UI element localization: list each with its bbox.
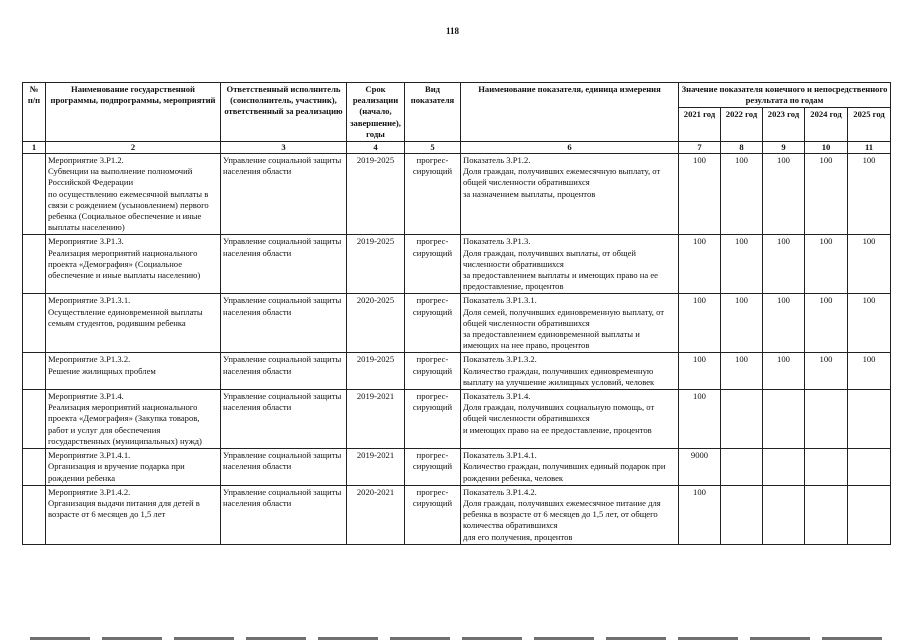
term-cell: 2020-2021 bbox=[347, 485, 405, 544]
column-number: 3 bbox=[221, 142, 347, 154]
column-number: 6 bbox=[461, 142, 679, 154]
value-cell: 100 bbox=[805, 154, 848, 235]
value-cell bbox=[763, 390, 805, 449]
num-cell bbox=[23, 235, 46, 294]
table-row bbox=[23, 353, 891, 390]
num-cell bbox=[23, 294, 46, 353]
value-cell bbox=[721, 485, 763, 544]
value-cell: 100 bbox=[848, 353, 891, 390]
table-row bbox=[23, 294, 891, 353]
page-number: 118 bbox=[445, 26, 459, 36]
value-cell bbox=[805, 485, 848, 544]
value-cell: 100 bbox=[805, 294, 848, 353]
header-num: № п/п bbox=[23, 83, 46, 142]
table-row bbox=[23, 449, 891, 486]
program-cell: Мероприятие 3.P1.4.1. Организация и вручение подарка при рождении ребенка bbox=[46, 449, 221, 486]
table-body bbox=[23, 154, 891, 545]
header-program: Наименование государственной программы, подпрограммы, мероприятий bbox=[46, 83, 221, 142]
column-number-row bbox=[23, 142, 891, 154]
header-year: 2022 год bbox=[721, 108, 763, 142]
column-number: 11 bbox=[848, 142, 891, 154]
header-year: 2024 год bbox=[805, 108, 848, 142]
value-cell: 100 bbox=[763, 154, 805, 235]
value-cell: 100 bbox=[721, 235, 763, 294]
value-cell bbox=[721, 390, 763, 449]
header-indicator: Наименование показателя, единица измерения bbox=[461, 83, 679, 142]
header-responsible: Ответственный исполнитель (соисполнитель, участник), ответственный за реализацию bbox=[221, 83, 347, 142]
value-cell: 100 bbox=[763, 294, 805, 353]
indicator-cell: Показатель 3.P1.3.2. Количество граждан, получивших единовременную выплату на улучшение жилищных условий, человек bbox=[461, 353, 679, 390]
value-cell: 100 bbox=[679, 485, 721, 544]
column-number: 10 bbox=[805, 142, 848, 154]
header-values-group: Значение показателя конечного и непосредственного результата по годам bbox=[679, 83, 891, 108]
program-cell: Мероприятие 3.P1.3.1. Осуществление единовременной выплаты семьям студентов, родившим ребенка bbox=[46, 294, 221, 353]
value-cell: 100 bbox=[805, 353, 848, 390]
responsible-cell: Управление социальной защиты населения области bbox=[221, 353, 347, 390]
program-cell: Мероприятие 3.P1.3. Реализация мероприятий национального проекта «Демография» (Социальное обеспечение и иные выплаты населению) bbox=[46, 235, 221, 294]
kind-cell: прогрес-сирующий bbox=[405, 235, 461, 294]
value-cell: 100 bbox=[805, 235, 848, 294]
value-cell: 100 bbox=[679, 294, 721, 353]
num-cell bbox=[23, 485, 46, 544]
term-cell: 2019-2025 bbox=[347, 154, 405, 235]
value-cell bbox=[848, 390, 891, 449]
indicator-cell: Показатель 3.P1.3.1. Доля семей, получивших единовременную выплату, от общей численности обратившихся за предоставлением единовременной выплаты и имеющих на нее право, процентов bbox=[461, 294, 679, 353]
value-cell: 9000 bbox=[679, 449, 721, 486]
value-cell: 100 bbox=[679, 390, 721, 449]
column-number: 7 bbox=[679, 142, 721, 154]
num-cell bbox=[23, 449, 46, 486]
column-number: 4 bbox=[347, 142, 405, 154]
value-cell: 100 bbox=[848, 235, 891, 294]
responsible-cell: Управление социальной защиты населения области bbox=[221, 235, 347, 294]
value-cell: 100 bbox=[848, 154, 891, 235]
header-year: 2025 год bbox=[848, 108, 891, 142]
value-cell: 100 bbox=[721, 353, 763, 390]
column-number: 5 bbox=[405, 142, 461, 154]
value-cell: 100 bbox=[721, 294, 763, 353]
term-cell: 2019-2025 bbox=[347, 353, 405, 390]
num-cell bbox=[23, 390, 46, 449]
indicator-cell: Показатель 3.P1.4.2. Доля граждан, получивших ежемесячное питание для ребенка в возрасте от 6 месяцев до 1,5 лет, от общего количества обратившихся для его получения, процентов bbox=[461, 485, 679, 544]
term-cell: 2019-2025 bbox=[347, 235, 405, 294]
value-cell bbox=[805, 390, 848, 449]
value-cell bbox=[848, 485, 891, 544]
table-row bbox=[23, 390, 891, 449]
program-cell: Мероприятие 3.P1.4.2. Организация выдачи питания для детей в возрасте от 6 месяцев до 1,5 лет bbox=[46, 485, 221, 544]
kind-cell: прогрес-сирующий bbox=[405, 353, 461, 390]
header-year: 2021 год bbox=[679, 108, 721, 142]
kind-cell: прогрес-сирующий bbox=[405, 390, 461, 449]
value-cell: 100 bbox=[721, 154, 763, 235]
num-cell bbox=[23, 353, 46, 390]
program-cell: Мероприятие 3.P1.4. Реализация мероприятий национального проекта «Демография» (Закупка товаров, работ и услуг для обеспечения государственных (муниципальных) нужд) bbox=[46, 390, 221, 449]
value-cell bbox=[848, 449, 891, 486]
indicator-cell: Показатель 3.P1.3. Доля граждан, получивших выплаты, от общей численности обратившихся за предоставлением выплаты и имеющих право на ее предоставление, процентов bbox=[461, 235, 679, 294]
kind-cell: прогрес-сирующий bbox=[405, 485, 461, 544]
value-cell bbox=[721, 449, 763, 486]
column-number: 9 bbox=[763, 142, 805, 154]
value-cell: 100 bbox=[763, 235, 805, 294]
responsible-cell: Управление социальной защиты населения области bbox=[221, 449, 347, 486]
indicator-cell: Показатель 3.P1.4. Доля граждан, получивших социальную помощь, от общей численности обратившихся и имеющих право на ее предоставление, процентов bbox=[461, 390, 679, 449]
term-cell: 2019-2021 bbox=[347, 449, 405, 486]
indicator-cell: Показатель 3.P1.4.1. Количество граждан, получивших единый подарок при рождении ребенка, человек bbox=[461, 449, 679, 486]
responsible-cell: Управление социальной защиты населения области bbox=[221, 485, 347, 544]
value-cell: 100 bbox=[848, 294, 891, 353]
indicator-table bbox=[22, 82, 891, 545]
header-kind: Вид показателя bbox=[405, 83, 461, 142]
value-cell bbox=[763, 449, 805, 486]
header-term: Срок реализации (начало, завершение), годы bbox=[347, 83, 405, 142]
table-row bbox=[23, 154, 891, 235]
responsible-cell: Управление социальной защиты населения области bbox=[221, 154, 347, 235]
column-number: 1 bbox=[23, 142, 46, 154]
header-year: 2023 год bbox=[763, 108, 805, 142]
term-cell: 2019-2021 bbox=[347, 390, 405, 449]
responsible-cell: Управление социальной защиты населения области bbox=[221, 390, 347, 449]
value-cell: 100 bbox=[763, 353, 805, 390]
column-number: 8 bbox=[721, 142, 763, 154]
indicator-cell: Показатель 3.P1.2. Доля граждан, получивших ежемесячную выплату, от общей численности обратившихся за назначением выплаты, процентов bbox=[461, 154, 679, 235]
kind-cell: прогрес-сирующий bbox=[405, 449, 461, 486]
value-cell bbox=[805, 449, 848, 486]
kind-cell: прогрес-сирующий bbox=[405, 294, 461, 353]
column-number: 2 bbox=[46, 142, 221, 154]
table-row bbox=[23, 485, 891, 544]
value-cell: 100 bbox=[679, 353, 721, 390]
term-cell: 2020-2025 bbox=[347, 294, 405, 353]
table-row bbox=[23, 235, 891, 294]
value-cell: 100 bbox=[679, 154, 721, 235]
header-row bbox=[23, 83, 891, 108]
value-cell: 100 bbox=[679, 235, 721, 294]
value-cell bbox=[763, 485, 805, 544]
program-cell: Мероприятие 3.P1.3.2. Решение жилищных проблем bbox=[46, 353, 221, 390]
kind-cell: прогрес-сирующий bbox=[405, 154, 461, 235]
num-cell bbox=[23, 154, 46, 235]
responsible-cell: Управление социальной защиты населения области bbox=[221, 294, 347, 353]
program-cell: Мероприятие 3.P1.2. Субвенции на выполнение полномочий Российской Федерации по осуществлению ежемесячной выплаты в связи с рождением (усыновлением) первого ребенка (Социальное обеспечение и иные выплаты населению) bbox=[46, 154, 221, 235]
